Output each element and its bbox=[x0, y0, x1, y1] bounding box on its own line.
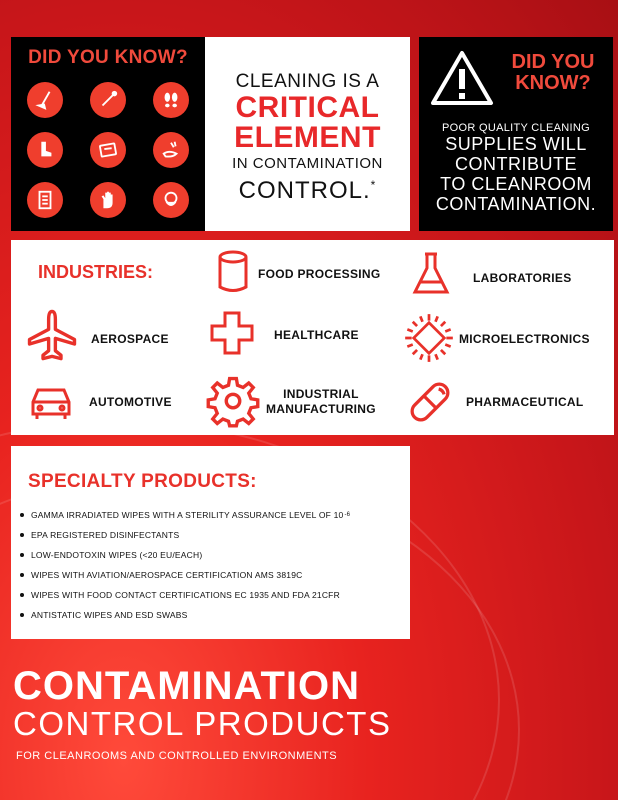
wipes-pack-icon bbox=[90, 132, 126, 168]
boot-icon bbox=[27, 132, 63, 168]
list-item: WIPES WITH FOOD CONTACT CERTIFICATIONS EC 1935 AND FDA 21CFR bbox=[20, 585, 350, 605]
industry-healthcare: HEALTHCARE bbox=[274, 328, 359, 342]
did-you-know-icons-panel bbox=[11, 37, 205, 231]
headline-control-products: CONTROL PRODUCTS bbox=[13, 705, 392, 742]
tagline: FOR CLEANROOMS AND CONTROLLED ENVIRONMENTS bbox=[16, 750, 338, 762]
list-item: EPA REGISTERED DISINFECTANTS bbox=[20, 525, 350, 545]
bullet-icon bbox=[20, 513, 24, 517]
industry-microelectronics: MICROELECTRONICS bbox=[459, 332, 590, 346]
flask-icon bbox=[407, 250, 455, 298]
industry-automotive: AUTOMOTIVE bbox=[89, 395, 172, 409]
bullet-icon bbox=[20, 613, 24, 617]
pill-icon bbox=[404, 376, 456, 428]
industry-industrial-manufacturing: INDUSTRIAL MANUFACTURING bbox=[266, 387, 376, 416]
list-item: WIPES WITH AVIATION/AEROSPACE CERTIFICATION AMS 3819C bbox=[20, 565, 350, 585]
did-you-know-warning-panel bbox=[419, 37, 613, 231]
statement-line4: IN CONTAMINATION bbox=[232, 155, 383, 172]
industries-title: INDUSTRIES: bbox=[38, 262, 154, 282]
statement-highlight-critical: CRITICAL bbox=[235, 91, 380, 124]
gear-icon bbox=[206, 374, 260, 428]
statement-line1: CLEANING IS A bbox=[235, 71, 380, 92]
face-mask-icon bbox=[153, 182, 189, 218]
specialty-products-panel bbox=[11, 446, 410, 639]
did-you-know-title: DID YOU KNOW? bbox=[28, 47, 188, 68]
warning-icon bbox=[429, 49, 495, 107]
list-item: LOW-ENDOTOXIN WIPES (<20 EU/EACH) bbox=[20, 545, 350, 565]
footnote-mark: * bbox=[370, 178, 377, 192]
industry-food-processing: FOOD PROCESSING bbox=[258, 267, 381, 281]
warning-body: POOR QUALITY CLEANING SUPPLIES WILL CONTRIBUTE TO CLEANROOM CONTAMINATION. bbox=[435, 122, 597, 214]
list-item: ANTISTATIC WIPES AND ESD SWABS bbox=[20, 605, 350, 625]
industry-laboratories: LABORATORIES bbox=[473, 271, 572, 285]
warning-title: DID YOU KNOW? bbox=[511, 51, 595, 94]
mop-icon bbox=[27, 82, 63, 118]
footprints-icon bbox=[153, 82, 189, 118]
bullet-icon bbox=[20, 593, 24, 597]
statement-highlight-element: ELEMENT bbox=[234, 121, 381, 154]
hand-spray-icon bbox=[153, 132, 189, 168]
statement-line5: CONTROL.* bbox=[238, 177, 377, 204]
list-item: GAMMA IRRADIATED WIPES WITH A STERILITY ASSURANCE LEVEL OF 10 -6 bbox=[20, 505, 350, 525]
industry-aerospace: AEROSPACE bbox=[91, 332, 169, 346]
icon-grid bbox=[11, 82, 205, 218]
car-icon bbox=[27, 378, 75, 426]
airplane-icon bbox=[25, 308, 79, 362]
bullet-icon bbox=[20, 533, 24, 537]
cleaning-statement-panel bbox=[205, 37, 410, 231]
bullet-icon bbox=[20, 573, 24, 577]
glove-icon bbox=[90, 182, 126, 218]
specialty-list bbox=[20, 505, 350, 625]
specialty-title: SPECIALTY PRODUCTS: bbox=[28, 471, 257, 492]
industries-panel bbox=[11, 240, 614, 435]
can-icon bbox=[209, 248, 257, 296]
industry-pharmaceutical: PHARMACEUTICAL bbox=[466, 395, 584, 409]
notebook-icon bbox=[27, 182, 63, 218]
bullet-icon bbox=[20, 553, 24, 557]
microchip-icon bbox=[403, 312, 455, 364]
headline-contamination: CONTAMINATION bbox=[13, 664, 361, 708]
medical-cross-icon bbox=[208, 309, 256, 357]
swab-icon bbox=[90, 82, 126, 118]
